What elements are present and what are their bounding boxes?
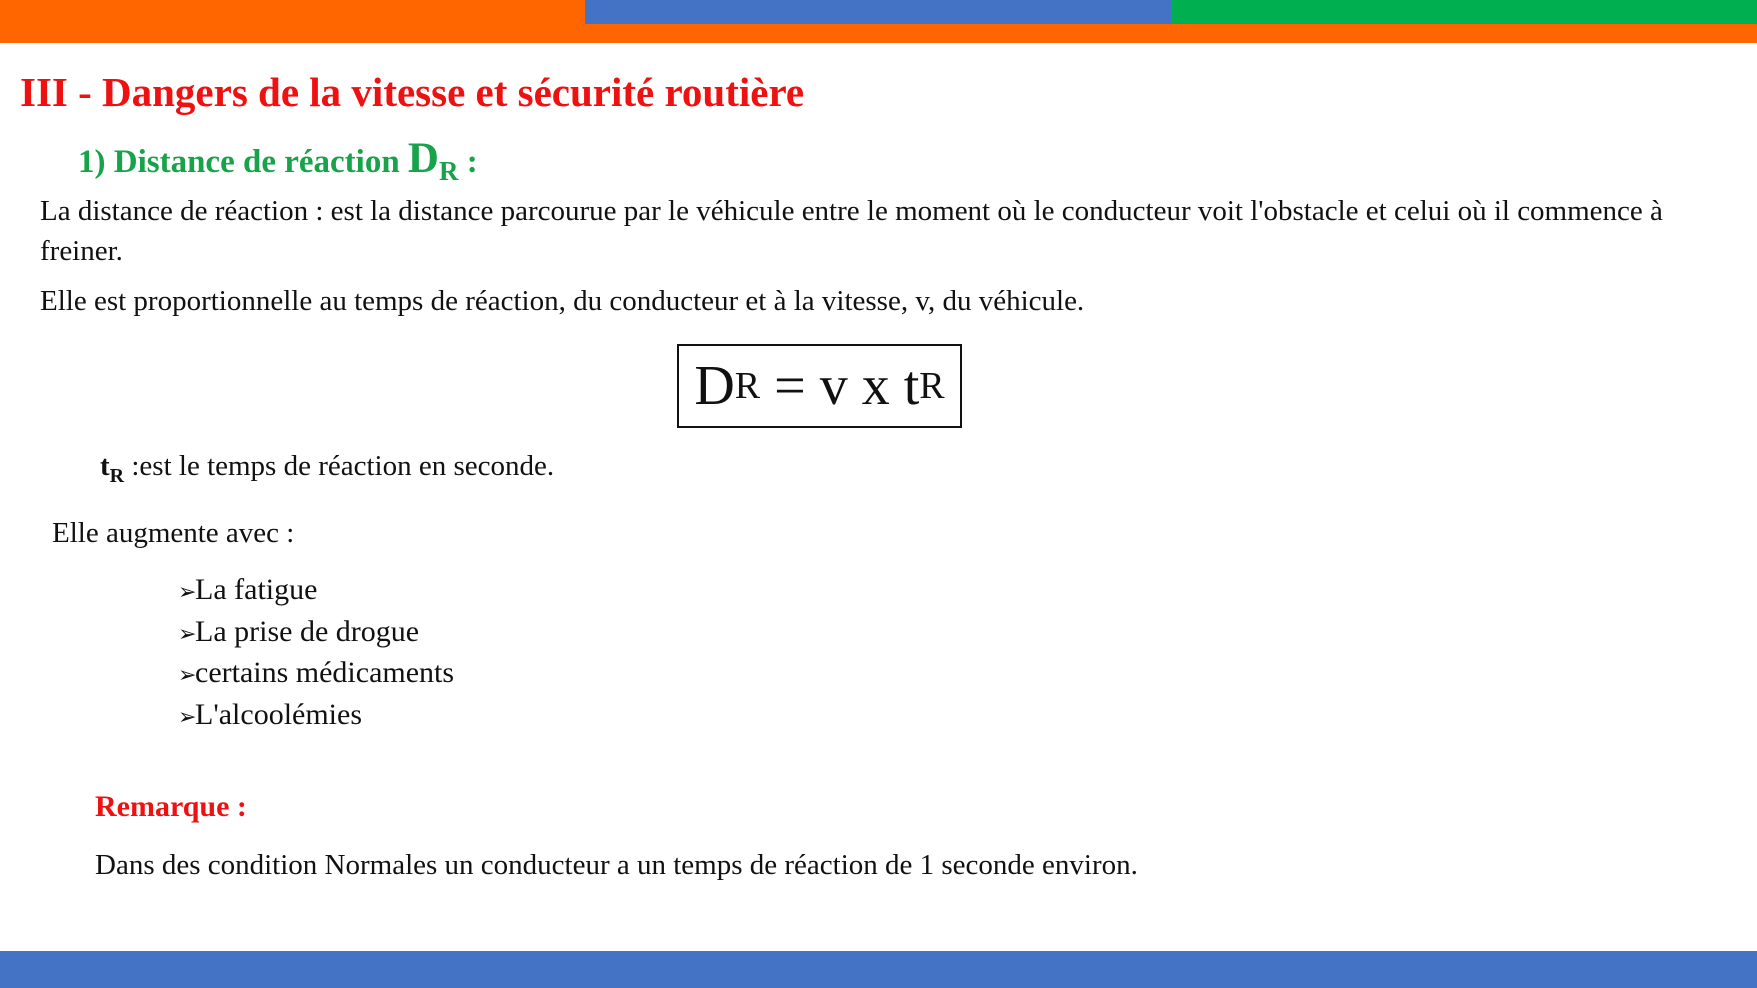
tr-symbol-sub: R xyxy=(109,465,125,487)
definition-paragraph: La distance de réaction : est la distance parcourue par le véhicule entre le moment où le conducteur voit l'obstacle et celui où il commence à freiner. xyxy=(40,195,1663,267)
formula-box: D R = v x t R xyxy=(677,344,962,428)
subsection-symbol: D xyxy=(407,135,439,182)
list-item xyxy=(178,570,454,612)
top-blue-band xyxy=(585,0,1171,24)
formula-equals: = xyxy=(774,355,806,417)
subsection-suffix: : xyxy=(458,144,478,180)
tr-text: :est le temps de réaction en seconde. xyxy=(124,450,555,482)
arrow-bullet-icon: ➢ xyxy=(178,662,197,687)
list-item-label: La prise de drogue xyxy=(195,614,420,648)
arrow-bullet-icon: ➢ xyxy=(178,620,197,646)
list-item-label: certains médicaments xyxy=(195,656,455,689)
formula-lhs: D xyxy=(694,355,735,417)
remarque-label: Remarque : xyxy=(95,790,247,823)
formula-t: t xyxy=(903,355,920,417)
bottom-blue-band xyxy=(0,951,1757,988)
subsection-title xyxy=(78,133,478,185)
list-item xyxy=(178,612,454,654)
section-title: III - Dangers de la vitesse et sécurité routière xyxy=(20,69,805,115)
proportional-paragraph: Elle est proportionnelle au temps de réaction, du conducteur et à la vitesse, v, du véhicule. xyxy=(40,285,1085,317)
formula-times: x xyxy=(861,355,890,417)
list-item-label: La fatigue xyxy=(195,573,318,606)
list-item xyxy=(178,695,454,737)
top-green-band xyxy=(1171,0,1757,24)
tr-symbol: t xyxy=(100,450,110,482)
augmente-label: Elle augmente avec : xyxy=(52,517,295,549)
arrow-bullet-icon: ➢ xyxy=(178,579,197,604)
remarque-text: Dans des condition Normales un conducteur a un temps de réaction de 1 seconde environ. xyxy=(95,849,1138,881)
factors-list xyxy=(178,570,454,736)
list-item-label: L'alcoolémies xyxy=(195,697,363,731)
subsection-prefix: 1) Distance de réaction xyxy=(78,144,400,180)
arrow-bullet-icon: ➢ xyxy=(178,703,197,729)
subsection-symbol-sub: R xyxy=(438,156,459,186)
formula-v: v xyxy=(819,355,848,417)
list-item xyxy=(178,653,454,695)
tr-definition xyxy=(100,446,554,486)
